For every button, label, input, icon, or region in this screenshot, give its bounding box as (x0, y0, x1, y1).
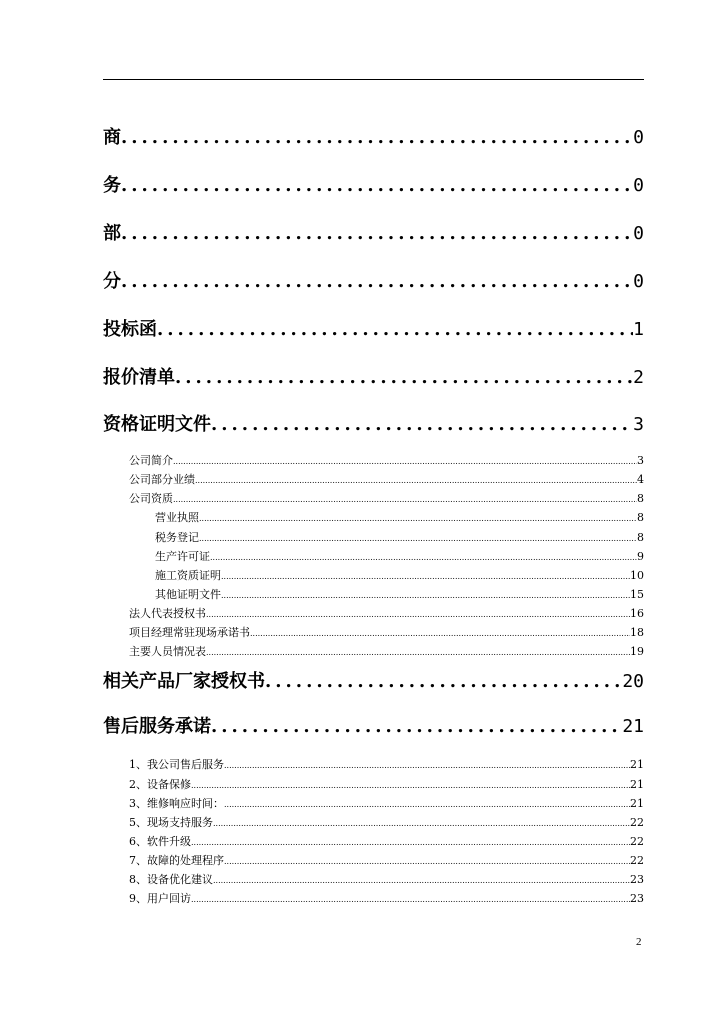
toc-entry-title: 5、现场支持服务 (129, 816, 213, 829)
toc-leader-dots (206, 645, 630, 661)
toc-entry-title: 相关产品厂家授权书 (103, 671, 265, 692)
toc-entry-title: 项目经理常驻现场承诺书 (129, 626, 250, 639)
toc-entry-construction-qualification[interactable] (155, 568, 644, 584)
toc-entry-service-1[interactable] (129, 757, 644, 773)
toc-entry-page: 22 (630, 816, 644, 829)
toc-entry-title: 商 (103, 127, 121, 148)
toc-entry-title: 1、我公司售后服务 (129, 758, 224, 771)
toc-entry-page: 0 (633, 127, 644, 148)
toc-leader-dots (191, 892, 630, 908)
toc-entry-page: 19 (630, 645, 644, 658)
toc-entry-title: 2、设备保修 (129, 778, 191, 791)
toc-entry-page: 21 (622, 716, 644, 737)
toc-entry-business-license[interactable] (155, 510, 644, 526)
toc-entry-page: 3 (633, 414, 644, 435)
toc-leader-dots (121, 174, 633, 198)
toc-entry-title: 公司部分业绩 (129, 473, 195, 486)
toc-entry-title: 部 (103, 223, 121, 244)
toc-entry-company-qualification[interactable] (129, 491, 644, 507)
toc-entry-page: 21 (630, 758, 644, 771)
toc-leader-dots (213, 873, 630, 889)
toc-entry-title: 6、软件升级 (129, 835, 191, 848)
toc-entry-page: 9 (637, 550, 644, 563)
toc-entry-service-9[interactable] (129, 891, 644, 907)
toc-entry-title: 公司简介 (129, 454, 173, 467)
toc-entry-title: 售后服务承诺 (103, 716, 211, 737)
toc-entry-title: 8、设备优化建议 (129, 873, 213, 886)
toc-leader-dots (224, 797, 630, 813)
toc-entry-manufacturer-authorization[interactable] (103, 670, 644, 694)
toc-leader-dots (157, 318, 633, 342)
toc-entry-wu[interactable] (103, 174, 644, 198)
toc-leader-dots (250, 626, 630, 642)
toc-entry-title: 生产许可证 (155, 550, 210, 563)
toc-entry-page: 20 (622, 671, 644, 692)
toc-leader-dots (175, 366, 633, 390)
toc-leader-dots (221, 569, 630, 585)
toc-leader-dots (206, 607, 630, 623)
toc-entry-title: 7、故障的处理程序 (129, 854, 224, 867)
toc-entry-shang[interactable] (103, 126, 644, 150)
toc-entry-title: 其他证明文件 (155, 588, 221, 601)
toc-entry-title: 报价清单 (103, 367, 175, 388)
toc-entry-page: 1 (633, 319, 644, 340)
toc-leader-dots (199, 511, 637, 527)
toc-entry-title: 3、维修响应时间： (129, 797, 224, 810)
toc-leader-dots (211, 413, 633, 437)
toc-entry-title: 营业执照 (155, 511, 199, 524)
toc-entry-tax-registration[interactable] (155, 530, 644, 546)
toc-leader-dots (210, 550, 637, 566)
toc-entry-price-list[interactable] (103, 366, 644, 390)
toc-leader-dots (211, 715, 622, 739)
toc-entry-qualification[interactable] (103, 413, 644, 437)
toc-entry-service-2[interactable] (129, 777, 644, 793)
toc-leader-dots (173, 454, 637, 470)
toc-leader-dots (224, 854, 630, 870)
toc-entry-service-3[interactable] (129, 796, 644, 812)
page-number: 2 (636, 936, 642, 948)
toc-entry-title: 务 (103, 175, 121, 196)
toc-entry-title: 税务登记 (155, 531, 199, 544)
toc-entry-legal-rep-authorization[interactable] (129, 606, 644, 622)
toc-entry-title: 资格证明文件 (103, 414, 211, 435)
toc-entry-page: 23 (630, 892, 644, 905)
toc-entry-page: 10 (630, 569, 644, 582)
toc-entry-production-license[interactable] (155, 549, 644, 565)
toc-entry-title: 分 (103, 271, 121, 292)
toc-entry-page: 0 (633, 271, 644, 292)
toc-entry-page: 4 (637, 473, 644, 486)
toc-leader-dots (121, 126, 633, 150)
toc-entry-title: 施工资质证明 (155, 569, 221, 582)
toc-entry-page: 21 (630, 797, 644, 810)
toc-entry-page: 21 (630, 778, 644, 791)
toc-entry-page: 22 (630, 835, 644, 848)
toc-entry-service-8[interactable] (129, 872, 644, 888)
toc-entry-page: 0 (633, 175, 644, 196)
toc-entry-page: 0 (633, 223, 644, 244)
toc-leader-dots (265, 670, 622, 694)
toc-entry-key-personnel[interactable] (129, 644, 644, 660)
toc-entry-pm-commitment[interactable] (129, 625, 644, 641)
toc-entry-page: 8 (637, 531, 644, 544)
toc-entry-service-5[interactable] (129, 815, 644, 831)
toc-entry-bid-letter[interactable] (103, 318, 644, 342)
toc-entry-other-certificates[interactable] (155, 587, 644, 603)
toc-leader-dots (221, 588, 630, 604)
toc-entry-after-sales[interactable] (103, 715, 644, 739)
toc-entry-page: 23 (630, 873, 644, 886)
toc-entry-page: 2 (633, 367, 644, 388)
toc-entry-service-7[interactable] (129, 853, 644, 869)
toc-entry-title: 9、用户回访 (129, 892, 191, 905)
toc-leader-dots (224, 758, 630, 774)
toc-leader-dots (191, 778, 630, 794)
toc-entry-page: 8 (637, 492, 644, 505)
toc-entry-title: 主要人员情况表 (129, 645, 206, 658)
toc-entry-service-6[interactable] (129, 834, 644, 850)
toc-leader-dots (191, 835, 630, 851)
toc-leader-dots (195, 473, 637, 489)
toc-entry-title: 公司资质 (129, 492, 173, 505)
header-rule (103, 79, 644, 80)
toc-entry-company-performance[interactable] (129, 472, 644, 488)
toc-leader-dots (199, 531, 637, 547)
toc-entry-fen[interactable] (103, 270, 644, 294)
toc-entry-company-intro[interactable] (129, 453, 644, 469)
toc-entry-title: 法人代表授权书 (129, 607, 206, 620)
toc-entry-page: 16 (630, 607, 644, 620)
toc-entry-page: 15 (630, 588, 644, 601)
toc-entry-title: 投标函 (103, 319, 157, 340)
toc-leader-dots (173, 492, 637, 508)
toc-entry-page: 3 (637, 454, 644, 467)
toc-entry-page: 22 (630, 854, 644, 867)
toc-entry-page: 18 (630, 626, 644, 639)
toc-leader-dots (121, 222, 633, 246)
toc-entry-bu[interactable] (103, 222, 644, 246)
toc-leader-dots (121, 270, 633, 294)
toc-entry-page: 8 (637, 511, 644, 524)
toc-leader-dots (213, 816, 630, 832)
